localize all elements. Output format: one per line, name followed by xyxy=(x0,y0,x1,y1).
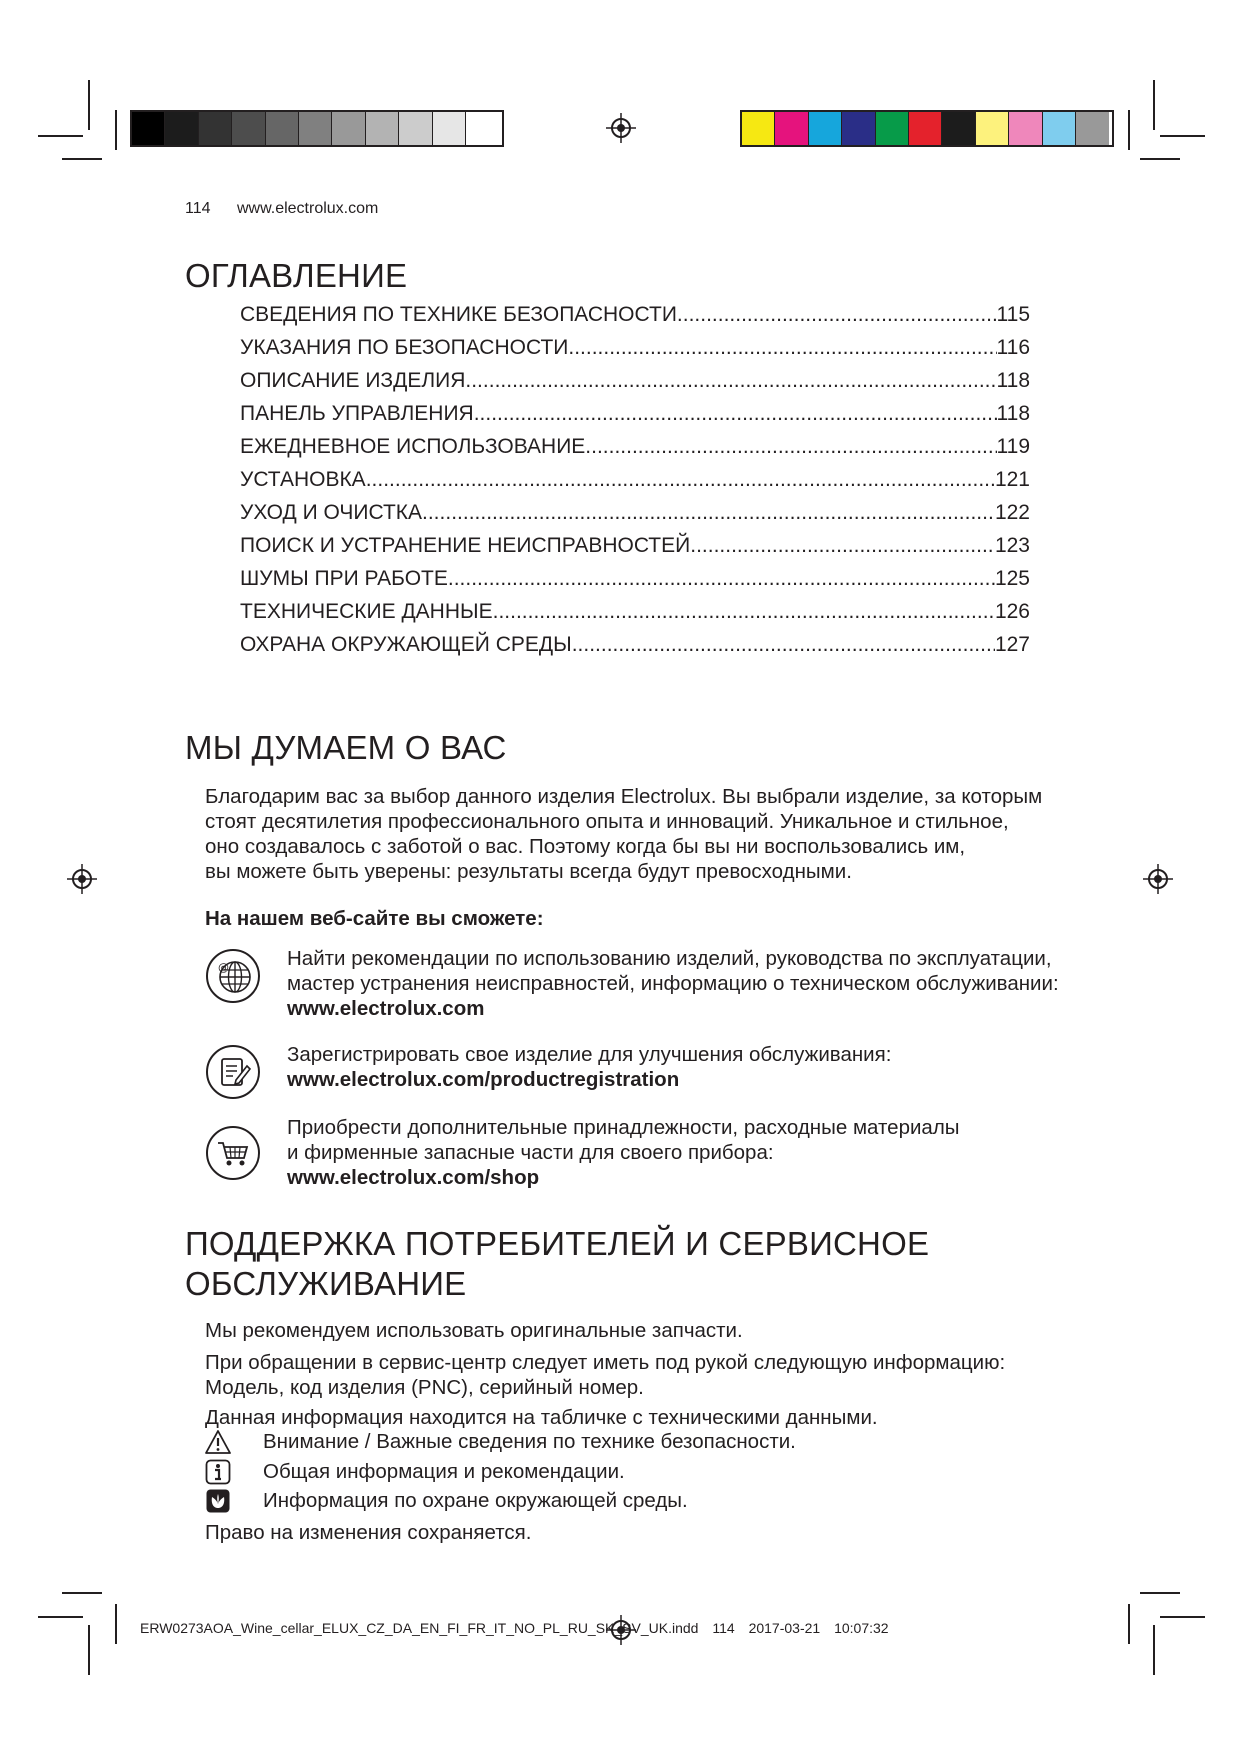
crop-mark xyxy=(115,110,117,150)
support-paragraph: Право на изменения сохраняется. xyxy=(205,1521,532,1544)
toc-entry-page: 118 xyxy=(996,369,1030,392)
toc-leader-dots xyxy=(366,468,995,492)
toc-title: ОГЛАВЛЕНИЕ xyxy=(185,257,408,294)
toc-entry-title: УХОД И ОЧИСТКА xyxy=(240,501,423,524)
support-paragraph xyxy=(205,1350,1005,1400)
feature-line: Приобрести дополнительные принадлежности, расходные материалы xyxy=(287,1116,960,1139)
feature-text xyxy=(287,1042,891,1092)
crop-mark xyxy=(1140,158,1180,160)
crop-mark xyxy=(1128,1604,1130,1644)
table-of-contents xyxy=(240,303,1030,666)
about-line: стоят десятилетия профессионального опыта и инноваций. Уникальное и стильное, xyxy=(205,810,1009,833)
page-number: 114 xyxy=(185,200,211,217)
page-header xyxy=(185,200,400,218)
color-swatch xyxy=(232,112,265,145)
slug-date: 2017-03-21 xyxy=(748,1620,821,1636)
about-title: МЫ ДУМАЕМ О ВАС xyxy=(185,729,507,766)
feature-registration xyxy=(205,1042,1105,1122)
svg-text:@: @ xyxy=(218,961,229,974)
toc-leader-dots xyxy=(493,600,995,624)
support-paragraph: Данная информация находится на табличке с техническими данными. xyxy=(205,1406,878,1429)
toc-entry-title: ПОИСК И УСТРАНЕНИЕ НЕИСПРАВНОСТЕЙ xyxy=(240,534,691,557)
toc-leader-dots xyxy=(568,336,996,360)
toc-entry-page: 122 xyxy=(994,501,1030,524)
header-website: www.electrolux.com xyxy=(236,200,379,217)
color-swatch xyxy=(942,112,975,145)
note-info xyxy=(205,1458,625,1486)
about-line: вы можете быть уверены: результаты всегда будут превосходными. xyxy=(205,860,852,883)
feature-line: Зарегистрировать свое изделие для улучшения обслуживания: xyxy=(287,1043,892,1066)
color-swatch xyxy=(366,112,399,145)
info-icon xyxy=(205,1459,231,1485)
crop-mark xyxy=(1160,135,1205,137)
about-paragraph xyxy=(205,784,1042,884)
color-swatch xyxy=(809,112,842,145)
toc-entry[interactable] xyxy=(240,303,1030,336)
support-title-line: ПОДДЕРЖКА ПОТРЕБИТЕЛЕЙ И СЕРВИСНОЕ xyxy=(185,1225,930,1262)
toc-entry-page: 116 xyxy=(996,336,1030,359)
toc-entry-title: УКАЗАНИЯ ПО БЕЗОПАСНОСТИ xyxy=(240,336,569,359)
toc-entry-page: 123 xyxy=(994,534,1030,557)
registration-mark-icon xyxy=(1143,864,1173,894)
feature-text xyxy=(287,946,1059,1021)
color-swatch xyxy=(1009,112,1042,145)
toc-entry-page: 118 xyxy=(996,402,1030,425)
color-swatch xyxy=(165,112,198,145)
feature-text xyxy=(287,1115,960,1190)
color-swatch xyxy=(332,112,365,145)
color-swatch xyxy=(466,112,499,145)
toc-entry-page: 127 xyxy=(994,633,1030,656)
toc-leader-dots xyxy=(572,633,995,657)
register-icon xyxy=(205,1044,261,1100)
color-swatch xyxy=(976,112,1009,145)
note-text: Информация по охране окружающей среды. xyxy=(263,1489,688,1512)
support-paragraph: Мы рекомендуем использовать оригинальные запчасти. xyxy=(205,1319,743,1342)
color-swatch xyxy=(399,112,432,145)
feature-link[interactable]: www.electrolux.com xyxy=(287,997,485,1020)
crop-mark xyxy=(1160,1616,1205,1618)
toc-leader-dots xyxy=(677,303,997,327)
color-swatch xyxy=(433,112,466,145)
toc-entry-title: ПАНЕЛЬ УПРАВЛЕНИЯ xyxy=(240,402,474,425)
toc-entry-page: 121 xyxy=(994,468,1030,491)
toc-entry[interactable] xyxy=(240,633,1030,666)
crop-mark xyxy=(38,135,83,137)
toc-leader-dots xyxy=(422,501,995,525)
crop-mark xyxy=(38,1616,83,1618)
note-warning xyxy=(205,1428,796,1456)
toc-entry[interactable] xyxy=(240,435,1030,468)
toc-entry[interactable] xyxy=(240,534,1030,567)
feature-shop xyxy=(205,1115,1105,1195)
toc-entry-page: 126 xyxy=(994,600,1030,623)
registration-mark-icon xyxy=(606,113,636,143)
support-title-line: ОБСЛУЖИВАНИЕ xyxy=(185,1265,467,1302)
toc-entry[interactable] xyxy=(240,567,1030,600)
color-swatch xyxy=(199,112,232,145)
toc-entry[interactable] xyxy=(240,600,1030,633)
crop-mark xyxy=(1153,1625,1155,1675)
globe-icon xyxy=(205,948,261,1004)
toc-entry[interactable] xyxy=(240,468,1030,501)
support-line: Модель, код изделия (PNC), серийный номер. xyxy=(205,1376,644,1399)
toc-entry-title: СВЕДЕНИЯ ПО ТЕХНИКЕ БЕЗОПАСНОСТИ xyxy=(240,303,677,326)
toc-leader-dots xyxy=(448,567,995,591)
feature-link[interactable]: www.electrolux.com/productregistration xyxy=(287,1068,680,1091)
registration-mark-icon xyxy=(67,864,97,894)
toc-entry-title: ЕЖЕДНЕВНОЕ ИСПОЛЬЗОВАНИЕ xyxy=(240,435,586,458)
color-swatch xyxy=(266,112,299,145)
note-text: Общая информация и рекомендации. xyxy=(263,1460,625,1483)
feature-line: мастер устранения неисправностей, информацию о техническом обслуживании: xyxy=(287,972,1059,995)
note-text: Внимание / Важные сведения по технике безопасности. xyxy=(263,1430,796,1453)
note-environment xyxy=(205,1487,688,1515)
print-slug xyxy=(140,1620,899,1636)
website-heading: На нашем веб-сайте вы сможете: xyxy=(205,907,544,930)
about-line: оно создавалось с заботой о вас. Поэтому когда бы вы ни воспользовались им, xyxy=(205,835,966,858)
crop-mark xyxy=(62,158,102,160)
toc-entry-title: ОХРАНА ОКРУЖАЮЩЕЙ СРЕДЫ xyxy=(240,633,572,656)
color-swatch xyxy=(876,112,909,145)
toc-entry-title: ОПИСАНИЕ ИЗДЕЛИЯ xyxy=(240,369,466,392)
color-swatch xyxy=(909,112,942,145)
toc-entry[interactable] xyxy=(240,402,1030,435)
support-title xyxy=(185,1224,929,1304)
feature-line: Найти рекомендации по использованию изделий, руководства по эксплуатации, xyxy=(287,947,1052,970)
crop-mark xyxy=(1153,80,1155,130)
crop-mark xyxy=(88,80,90,130)
toc-entry-title: ШУМЫ ПРИ РАБОТЕ xyxy=(240,567,448,590)
color-swatch xyxy=(842,112,875,145)
color-swatch xyxy=(132,112,165,145)
toc-entry[interactable] xyxy=(240,336,1030,369)
crop-mark xyxy=(1128,110,1130,150)
toc-leader-dots xyxy=(690,534,995,558)
crop-mark xyxy=(115,1604,117,1644)
toc-leader-dots xyxy=(465,369,996,393)
warning-icon xyxy=(205,1429,231,1455)
slug-time: 10:07:32 xyxy=(834,1620,889,1636)
toc-entry-page: 115 xyxy=(996,303,1030,326)
crop-mark xyxy=(88,1625,90,1675)
slug-filename: ERW0273AOA_Wine_cellar_ELUX_CZ_DA_EN_FI_FR_IT_NO_PL_RU_SK_SV_UK.indd xyxy=(140,1620,699,1636)
support-line: При обращении в сервис-центр следует иметь под рукой следующую информацию: xyxy=(205,1351,1006,1374)
toc-leader-dots xyxy=(474,402,997,426)
toc-entry-title: УСТАНОВКА xyxy=(240,468,366,491)
toc-leader-dots xyxy=(585,435,996,459)
environment-icon xyxy=(205,1488,231,1514)
feature-line: и фирменные запасные части для своего прибора: xyxy=(287,1141,774,1164)
crop-mark xyxy=(62,1592,102,1594)
crop-mark xyxy=(1140,1592,1180,1594)
color-swatch xyxy=(299,112,332,145)
toc-entry[interactable] xyxy=(240,501,1030,534)
shopping-cart-icon xyxy=(205,1125,261,1181)
about-line: Благодарим вас за выбор данного изделия Electrolux. Вы выбрали изделие, за которым xyxy=(205,785,1043,808)
slug-page: 114 xyxy=(712,1620,735,1636)
color-swatch xyxy=(742,112,775,145)
color-swatch xyxy=(775,112,808,145)
color-swatch xyxy=(1043,112,1076,145)
feature-support xyxy=(205,946,1105,1026)
toc-entry-page: 119 xyxy=(996,435,1030,458)
toc-entry-title: ТЕХНИЧЕСКИЕ ДАННЫЕ xyxy=(240,600,493,623)
grayscale-calibration-bar xyxy=(130,110,504,147)
toc-entry[interactable] xyxy=(240,369,1030,402)
color-calibration-bar xyxy=(740,110,1114,147)
feature-link[interactable]: www.electrolux.com/shop xyxy=(287,1166,540,1189)
color-swatch xyxy=(1076,112,1109,145)
toc-entry-page: 125 xyxy=(994,567,1030,590)
